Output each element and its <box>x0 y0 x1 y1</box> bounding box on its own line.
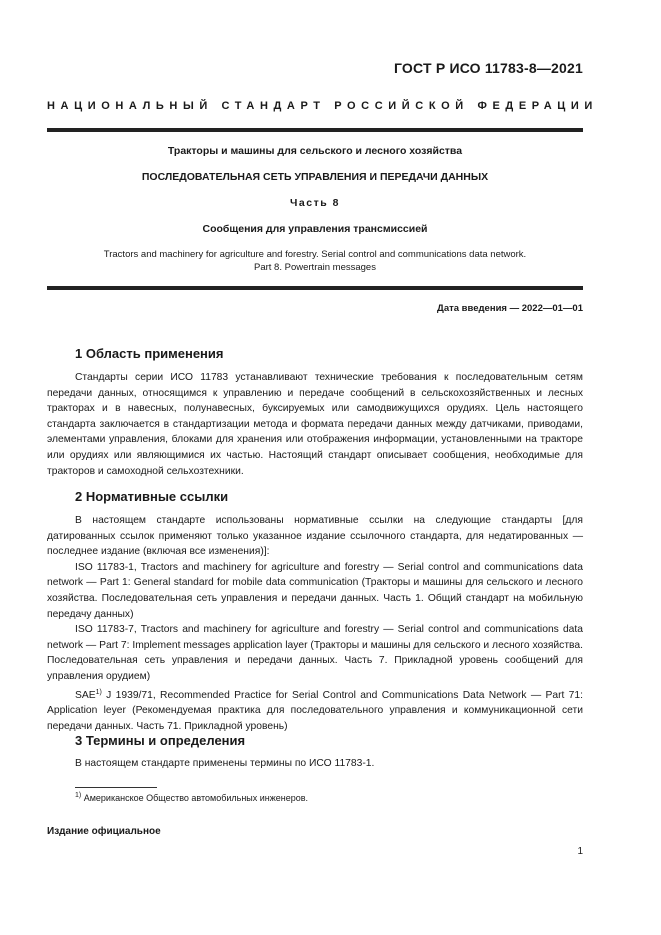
footnote-separator <box>75 787 157 788</box>
reference-iso-11783-1: ISO 11783-1, Tractors and machinery for agriculture and forestry — Serial control and communications data network — Part 1: General standard for mobile data communication (Тракторы и машины для сельского и лесного хозяйства. Последовательная сеть управления и передачи данных. Часть 1. Общий стандарт на мобильную передачу данных) <box>47 561 583 620</box>
section-1-paragraph: Стандарты серии ИСО 11783 устанавливают технические требования к последовательным сетям передачи данных, относящимся к управлению и передаче сообщений в сельскохозяйственных и лесных тракторах и в навесных, полунавесных, буксируемых или самодвижущихся орудиях. Цель настоящего стандарта заключается в стандартизации метода и формата передачи данных между датчиками, приводами, элементами управления, блоками для хранения или отображения информации, установленными на тракторе или орудиях или являющимися их частью. Настоящий стандарт описывает сообщения, необходимые для тракторов и самоходной сельхозтехники. <box>47 372 583 477</box>
part-label: Часть 8 <box>290 197 340 209</box>
section-3-heading: 3 Термины и определения <box>75 733 246 748</box>
document-number: ГОСТ Р ИСО 11783-8—2021 <box>393 60 583 76</box>
english-title-line-2: Part 8. Powertrain messages <box>254 262 376 273</box>
top-rule <box>47 128 583 132</box>
title-line-1: Тракторы и машины для сельского и лесного хозяйства <box>167 145 463 157</box>
subtitle: Сообщения для управления трансмиссией <box>202 223 428 235</box>
reference-sae-prefix: SAE <box>75 689 96 701</box>
reference-iso-11783-7: ISO 11783-7, Tractors and machinery for agriculture and forestry — Serial control and communications data network — Part 7: Implement messages application layer (Тракторы и машины для сельского и лесного хозяйства. Последовательная сеть управления и передачи данных. Часть 7. Прикладной уровень сообщений для управления орудием) <box>47 624 583 682</box>
footnote <box>75 792 308 803</box>
edition-label: Издание официальное <box>47 826 161 837</box>
footnote-ref: 1) <box>95 688 102 696</box>
section-2-body <box>47 513 583 734</box>
page-number: 1 <box>577 846 583 857</box>
footnote-text: Американское Общество автомобильных инженеров. <box>81 793 309 803</box>
national-standard-banner: НАЦИОНАЛЬНЫЙ СТАНДАРТ РОССИЙСКОЙ ФЕДЕРАЦИИ <box>47 100 598 112</box>
footnote-marker: 1) <box>75 792 82 799</box>
section-2-heading: 2 Нормативные ссылки <box>75 489 229 504</box>
title-bottom-rule <box>47 286 583 290</box>
title-line-2: ПОСЛЕДОВАТЕЛЬНАЯ СЕТЬ УПРАВЛЕНИЯ И ПЕРЕДАЧИ ДАННЫХ <box>141 171 489 183</box>
section-3-paragraph: В настоящем стандарте применены термины по ИСО 11783-1. <box>75 758 375 769</box>
section-2-intro: В настоящем стандарте использованы нормативные ссылки на следующие стандарты [для датированных ссылок применяют только указанное издание ссылочного стандарта, для недатированных — последнее издание (включая все изменения)]: <box>47 515 583 558</box>
reference-sae-text: J 1939/71, Recommended Practice for Serial Control and Communications Data Network — Part 71: Application leyer (Рекомендуемая практика для последовательного управления и коммуникационной сети передачи данных. Часть 71. Прикладной уровень) <box>47 689 583 732</box>
section-1-body <box>47 370 583 479</box>
section-3-body <box>47 756 583 772</box>
section-1-heading: 1 Область применения <box>75 346 224 361</box>
effective-date: Дата введения — 2022—01—01 <box>437 303 583 314</box>
english-title-line-1: Tractors and machinery for agriculture and forestry. Serial control and communications data network. <box>103 249 527 260</box>
english-title <box>47 248 583 274</box>
reference-sae-j1939-71 <box>47 685 583 735</box>
